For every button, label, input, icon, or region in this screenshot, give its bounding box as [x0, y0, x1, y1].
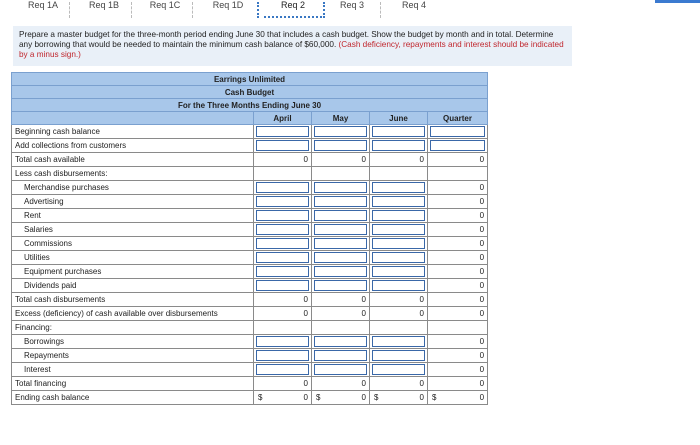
column-header-april: April	[254, 112, 312, 125]
amount-input-cell[interactable]	[428, 139, 488, 153]
empty-cell	[312, 321, 370, 335]
calculated-value	[428, 153, 488, 167]
budget-title: Cash Budget	[12, 86, 488, 99]
table-row	[12, 237, 488, 251]
row-label: Salaries	[12, 223, 254, 237]
amount-input[interactable]	[430, 140, 485, 151]
calculated-value	[428, 181, 488, 195]
empty-cell	[370, 321, 428, 335]
currency-symbol: $	[316, 393, 321, 402]
amount-input[interactable]	[372, 350, 425, 361]
currency-symbol: $	[432, 393, 437, 402]
tab-divider	[131, 2, 132, 18]
amount-input[interactable]	[256, 266, 309, 277]
column-header-may: May	[312, 112, 370, 125]
amount-input[interactable]	[256, 336, 309, 347]
amount-input[interactable]	[314, 266, 367, 277]
value-text: 0	[479, 281, 485, 290]
amount-input-cell[interactable]	[312, 335, 370, 349]
table-row	[12, 391, 488, 405]
value-text: 0	[479, 239, 485, 248]
tab-req-1b[interactable]: Req 1B	[88, 0, 120, 10]
amount-input[interactable]	[256, 140, 309, 151]
value-text: 0	[361, 309, 366, 318]
amount-input[interactable]	[372, 224, 425, 235]
calculated-value	[312, 377, 370, 391]
calculated-value	[428, 349, 488, 363]
calculated-value	[370, 153, 428, 167]
calculated-value	[428, 363, 488, 377]
amount-input-cell[interactable]	[370, 335, 428, 349]
amount-input[interactable]	[372, 210, 425, 221]
row-label: Total cash available	[12, 153, 254, 167]
amount-input-cell[interactable]	[312, 237, 370, 251]
calculated-value	[254, 391, 312, 405]
amount-input-cell[interactable]	[370, 251, 428, 265]
amount-input[interactable]	[256, 182, 309, 193]
amount-input-cell[interactable]	[370, 125, 428, 139]
amount-input[interactable]	[372, 126, 425, 137]
amount-input-cell[interactable]	[254, 349, 312, 363]
calculated-value	[428, 293, 488, 307]
calculated-value	[254, 293, 312, 307]
amount-input-cell[interactable]	[370, 265, 428, 279]
amount-input-cell[interactable]	[254, 125, 312, 139]
table-row	[12, 307, 488, 321]
value-text: 0	[419, 295, 424, 304]
amount-input-cell[interactable]	[312, 195, 370, 209]
table-row	[12, 321, 488, 335]
calculated-value	[428, 377, 488, 391]
calculated-value	[312, 293, 370, 307]
amount-input[interactable]	[256, 224, 309, 235]
value-text: 0	[303, 379, 308, 388]
currency-symbol: $	[374, 393, 379, 402]
amount-input-cell[interactable]	[254, 139, 312, 153]
tab-divider	[69, 2, 70, 18]
table-row	[12, 363, 488, 377]
amount-input[interactable]	[314, 238, 367, 249]
amount-input[interactable]	[256, 196, 309, 207]
amount-input-cell[interactable]	[312, 181, 370, 195]
amount-input-cell[interactable]	[428, 125, 488, 139]
value-text: 0	[479, 225, 485, 234]
table-row	[12, 223, 488, 237]
calculated-value	[254, 307, 312, 321]
amount-input[interactable]	[372, 196, 425, 207]
amount-input-cell[interactable]	[254, 251, 312, 265]
table-row	[12, 209, 488, 223]
table-row	[12, 153, 488, 167]
company-name: Earrings Unlimited	[12, 73, 488, 86]
amount-input-cell[interactable]	[254, 237, 312, 251]
amount-input-cell[interactable]	[370, 279, 428, 293]
row-label: Advertising	[12, 195, 254, 209]
value-text: 0	[419, 379, 424, 388]
value-text: 0	[479, 155, 485, 164]
calculated-value	[370, 307, 428, 321]
calculated-value	[428, 237, 488, 251]
instructions-panel	[13, 26, 572, 66]
value-text: 0	[303, 155, 308, 164]
table-row	[12, 181, 488, 195]
amount-input[interactable]	[430, 126, 485, 137]
amount-input[interactable]	[314, 196, 367, 207]
row-label: Merchandise purchases	[12, 181, 254, 195]
calculated-value	[312, 307, 370, 321]
amount-input-cell[interactable]	[254, 195, 312, 209]
value-text: 0	[479, 253, 485, 262]
calculated-value	[312, 391, 370, 405]
active-tab-indicator	[264, 16, 322, 18]
calculated-value	[254, 377, 312, 391]
value-text: 0	[303, 295, 308, 304]
empty-cell	[254, 167, 312, 181]
row-label: Excess (deficiency) of cash available over disbursements	[12, 307, 254, 321]
value-text: 0	[303, 393, 308, 402]
header-accent-bar	[655, 0, 700, 3]
amount-input-cell[interactable]	[312, 139, 370, 153]
value-text: 0	[419, 393, 424, 402]
amount-input-cell[interactable]	[312, 251, 370, 265]
cash-budget-table	[11, 72, 488, 405]
amount-input-cell[interactable]	[370, 209, 428, 223]
row-label: Equipment purchases	[12, 265, 254, 279]
table-row	[12, 349, 488, 363]
calculated-value	[428, 279, 488, 293]
empty-cell	[428, 167, 488, 181]
column-header-june: June	[370, 112, 428, 125]
amount-input[interactable]	[314, 336, 367, 347]
tab-req-1a[interactable]: Req 1A	[27, 0, 59, 10]
amount-input[interactable]	[314, 140, 367, 151]
amount-input[interactable]	[372, 140, 425, 151]
tab-divider	[380, 2, 381, 18]
table-row	[12, 139, 488, 153]
calculated-value	[428, 251, 488, 265]
row-label: Ending cash balance	[12, 391, 254, 405]
amount-input[interactable]	[314, 280, 367, 291]
tab-divider	[257, 2, 259, 18]
row-label: Commissions	[12, 237, 254, 251]
amount-input[interactable]	[256, 252, 309, 263]
value-text: 0	[479, 337, 485, 346]
value-text: 0	[419, 155, 424, 164]
value-text: 0	[479, 197, 485, 206]
calculated-value	[370, 293, 428, 307]
amount-input-cell[interactable]	[312, 349, 370, 363]
amount-input[interactable]	[314, 252, 367, 263]
amount-input[interactable]	[372, 280, 425, 291]
row-label: Utilities	[12, 251, 254, 265]
row-label: Beginning cash balance	[12, 125, 254, 139]
empty-cell	[428, 321, 488, 335]
value-text: 0	[361, 379, 366, 388]
table-row	[12, 265, 488, 279]
calculated-value	[428, 223, 488, 237]
amount-input[interactable]	[256, 210, 309, 221]
calculated-value	[428, 209, 488, 223]
budget-period: For the Three Months Ending June 30	[12, 99, 488, 112]
amount-input[interactable]	[314, 182, 367, 193]
amount-input-cell[interactable]	[312, 265, 370, 279]
calculated-value	[370, 377, 428, 391]
amount-input-cell[interactable]	[312, 279, 370, 293]
amount-input-cell[interactable]	[312, 209, 370, 223]
value-text: 0	[479, 295, 485, 304]
empty-cell	[254, 321, 312, 335]
empty-cell	[312, 167, 370, 181]
value-text: 0	[303, 309, 308, 318]
amount-input[interactable]	[372, 252, 425, 263]
table-row	[12, 251, 488, 265]
value-text: 0	[479, 393, 485, 402]
instructions-note: (Cash deficiency, repayments and interest should be indicated by a minus sign.)	[19, 40, 564, 59]
amount-input[interactable]	[314, 126, 367, 137]
value-text: 0	[479, 267, 485, 276]
tab-label: Req 2	[280, 0, 306, 10]
amount-input[interactable]	[256, 350, 309, 361]
amount-input[interactable]	[314, 350, 367, 361]
amount-input-cell[interactable]	[312, 223, 370, 237]
tab-req-1d[interactable]: Req 1D	[212, 0, 244, 10]
amount-input-cell[interactable]	[254, 265, 312, 279]
tab-req-4[interactable]: Req 4	[401, 0, 427, 10]
value-text: 0	[479, 365, 485, 374]
value-text: 0	[361, 393, 366, 402]
amount-input[interactable]	[372, 364, 425, 375]
amount-input-cell[interactable]	[370, 363, 428, 377]
amount-input[interactable]	[256, 364, 309, 375]
amount-input[interactable]	[372, 336, 425, 347]
value-text: 0	[479, 379, 485, 388]
requirement-tabs	[0, 0, 700, 22]
calculated-value	[254, 153, 312, 167]
row-label: Add collections from customers	[12, 139, 254, 153]
amount-input-cell[interactable]	[254, 363, 312, 377]
value-text: 0	[361, 155, 366, 164]
instructions-text: Prepare a master budget for the three-month period ending June 30 that includes a cash budget. Show the budget by month and in total. Determine any borrowing that would be needed to maintain the minimum cash balance of $60,000.	[19, 30, 554, 49]
row-label: Total financing	[12, 377, 254, 391]
amount-input[interactable]	[314, 210, 367, 221]
amount-input-cell[interactable]	[312, 125, 370, 139]
empty-cell	[370, 167, 428, 181]
amount-input[interactable]	[314, 224, 367, 235]
value-text: 0	[479, 183, 485, 192]
amount-input[interactable]	[372, 266, 425, 277]
row-label: Interest	[12, 363, 254, 377]
table-row	[12, 377, 488, 391]
amount-input[interactable]	[314, 364, 367, 375]
amount-input-cell[interactable]	[370, 139, 428, 153]
amount-input[interactable]	[372, 238, 425, 249]
value-text: 0	[361, 295, 366, 304]
tab-req-2[interactable]	[264, 0, 322, 20]
tab-divider	[192, 2, 193, 18]
calculated-value	[428, 391, 488, 405]
table-row	[12, 293, 488, 307]
value-text: 0	[479, 351, 485, 360]
row-label: Less cash disbursements:	[12, 167, 254, 181]
amount-input-cell[interactable]	[312, 363, 370, 377]
calculated-value	[428, 195, 488, 209]
calculated-value	[428, 335, 488, 349]
table-row	[12, 279, 488, 293]
row-label: Dividends paid	[12, 279, 254, 293]
header-blank	[12, 112, 254, 125]
row-label: Total cash disbursements	[12, 293, 254, 307]
amount-input-cell[interactable]	[254, 279, 312, 293]
amount-input-cell[interactable]	[370, 223, 428, 237]
row-label: Repayments	[12, 349, 254, 363]
amount-input[interactable]	[256, 238, 309, 249]
amount-input-cell[interactable]	[254, 209, 312, 223]
table-row	[12, 167, 488, 181]
value-text: 0	[479, 309, 485, 318]
amount-input-cell[interactable]	[370, 195, 428, 209]
calculated-value	[370, 391, 428, 405]
table-row	[12, 335, 488, 349]
amount-input-cell[interactable]	[370, 181, 428, 195]
amount-input-cell[interactable]	[254, 223, 312, 237]
calculated-value	[312, 153, 370, 167]
amount-input-cell[interactable]	[370, 237, 428, 251]
value-text: 0	[479, 211, 485, 220]
row-label: Borrowings	[12, 335, 254, 349]
amount-input-cell[interactable]	[370, 349, 428, 363]
amount-input[interactable]	[256, 280, 309, 291]
amount-input[interactable]	[372, 182, 425, 193]
table-row	[12, 125, 488, 139]
tab-req-1c[interactable]: Req 1C	[149, 0, 181, 10]
amount-input[interactable]	[256, 126, 309, 137]
calculated-value	[428, 265, 488, 279]
table-row	[12, 195, 488, 209]
column-header-quarter: Quarter	[428, 112, 488, 125]
row-label: Rent	[12, 209, 254, 223]
amount-input-cell[interactable]	[254, 181, 312, 195]
amount-input-cell[interactable]	[254, 335, 312, 349]
tab-req-3[interactable]: Req 3	[339, 0, 365, 10]
value-text: 0	[419, 309, 424, 318]
row-label: Financing:	[12, 321, 254, 335]
currency-symbol: $	[258, 393, 263, 402]
calculated-value	[428, 307, 488, 321]
